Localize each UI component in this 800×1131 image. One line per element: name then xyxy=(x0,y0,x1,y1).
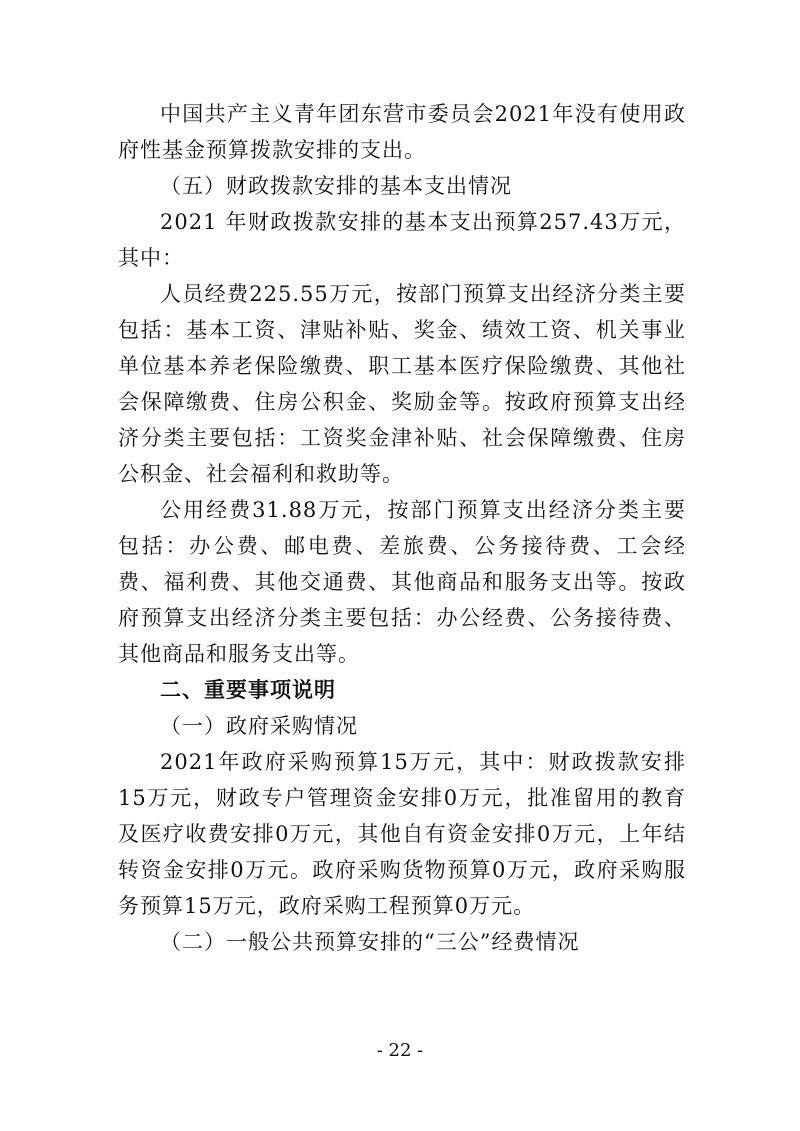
heading-three-public-costs: （二）一般公共预算安排的“三公”经费情况 xyxy=(160,930,580,954)
body-text xyxy=(118,96,686,960)
heading-basic-expenditure: （五）财政拨款安排的基本支出情况 xyxy=(160,174,512,198)
paragraph-personnel-costs: 人员经费225.55万元，按部门预算支出经济分类主要包括：基本工资、津贴补贴、奖金、绩效工资、机关事业单位基本养老保险缴费、职工基本医疗保险缴费、其他社会保障缴费、住房公积金、奖励金等。按政府预算支出经济分类主要包括：工资奖金津补贴、社会保障缴费、住房公积金、社会福利和救助等。 xyxy=(118,282,686,486)
heading-government-procurement: （一）政府采购情况 xyxy=(160,714,358,738)
paragraph-fund-expenditure: 中国共产主义青年团东营市委员会2021年没有使用政府性基金预算拨款安排的支出。 xyxy=(118,102,686,162)
heading-important-matters: 二、重要事项说明 xyxy=(160,678,336,702)
paragraph-basic-budget: 2021 年财政拨款安排的基本支出预算257.43万元，其中： xyxy=(118,210,686,270)
paragraph-public-costs: 公用经费31.88万元，按部门预算支出经济分类主要包括：办公费、邮电费、差旅费、公务接待费、工会经费、福利费、其他交通费、其他商品和服务支出等。按政府预算支出经济分类主要包括：办公经费、公务接待费、其他商品和服务支出等。 xyxy=(118,498,686,666)
paragraph-procurement-budget: 2021年政府采购预算15万元，其中：财政拨款安排15万元，财政专户管理资金安排0万元，批准留用的教育及医疗收费安排0万元，其他自有资金安排0万元，上年结转资金安排0万元。政府采购货物预算0万元，政府采购服务预算15万元，政府采购工程预算0万元。 xyxy=(118,750,686,918)
page-number: - 22 - xyxy=(376,1040,424,1061)
